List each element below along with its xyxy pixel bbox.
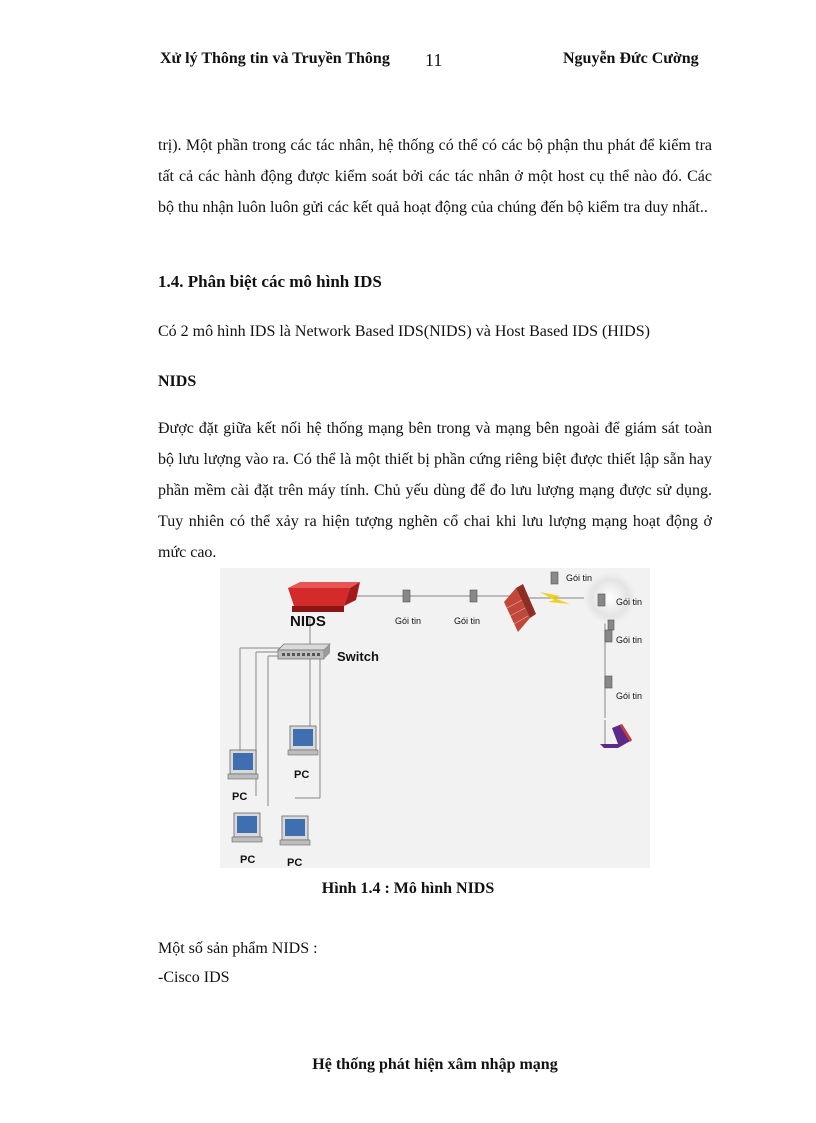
packet-icon [605, 676, 612, 688]
packet-icon [403, 590, 410, 602]
packet-icon [598, 594, 605, 606]
product-item: -Cisco IDS [158, 969, 230, 986]
packet-icon [608, 620, 614, 630]
page-header [0, 48, 816, 72]
pc-icon [288, 726, 318, 755]
header-author: Nguyễn Đức Cường [563, 50, 699, 67]
switch-icon [278, 644, 330, 659]
paragraph-agents: trị). Một phần trong các tác nhân, hệ thống có thể có các bộ phận thu phát để kiểm tra tất cả các hành động được kiểm soát bởi các tác nhân ở một host cụ thể nào đó. Các bộ thu nhận luôn luôn gửi các kết quả hoạt động của chúng đến bộ kiểm tra duy nhất.. [158, 137, 712, 216]
header-course-title: Xử lý Thông tin và Truyền Thông [160, 50, 390, 67]
packet-icon [605, 630, 612, 642]
pc-label: PC [232, 791, 248, 803]
pc-icon [232, 813, 262, 842]
nids-label: NIDS [290, 613, 326, 630]
pc-label: PC [294, 769, 310, 781]
switch-label: Switch [337, 649, 379, 664]
pc-icon [280, 816, 310, 845]
figure-caption: Hình 1.4 : Mô hình NIDS [321, 880, 495, 897]
page-footer: Hệ thống phát hiện xâm nhập mạng [312, 1056, 558, 1073]
packet-label: Gói tin [566, 573, 593, 583]
pc-icon [228, 750, 258, 779]
laptop-icon [600, 720, 632, 748]
section-heading: 1.4. Phân biệt các mô hình IDS [158, 272, 382, 291]
intro-line: Có 2 mô hình IDS là Network Based IDS(NIDS) và Host Based IDS (HIDS) [158, 323, 650, 340]
nids-diagram [220, 568, 650, 868]
packet-label: Gói tin [454, 616, 481, 626]
packet-icon [551, 572, 558, 584]
nids-heading: NIDS [158, 373, 197, 390]
packet-label: Gói tin [616, 597, 643, 607]
header-page-number: 11 [425, 50, 443, 70]
firewall-icon [504, 584, 536, 632]
pc-label: PC [287, 857, 303, 868]
nids-diagram-svg [220, 568, 650, 868]
packet-label: Gói tin [395, 616, 422, 626]
packet-icon [470, 590, 477, 602]
packet-label: Gói tin [616, 635, 643, 645]
products-intro: Một số sản phẩm NIDS : [158, 940, 318, 957]
packet-label: Gói tin [616, 691, 643, 701]
pc-label: PC [240, 854, 256, 866]
paragraph-nids: Được đặt giữa kết nối hệ thống mạng bên trong và mạng bên ngoài để giám sát toàn bộ lưu lượng vào ra. Có thể là một thiết bị phần cứng riêng biệt được thiết lập sẵn hay phần mềm cài đặt trên máy tính. Chủ yếu dùng để đo lưu lượng mạng được sử dụng. Tuy nhiên có thể xảy ra hiện tượng nghẽn cổ chai khi lưu lượng mạng hoạt động ở mức cao. [158, 420, 712, 561]
nids-device-icon [288, 582, 360, 612]
